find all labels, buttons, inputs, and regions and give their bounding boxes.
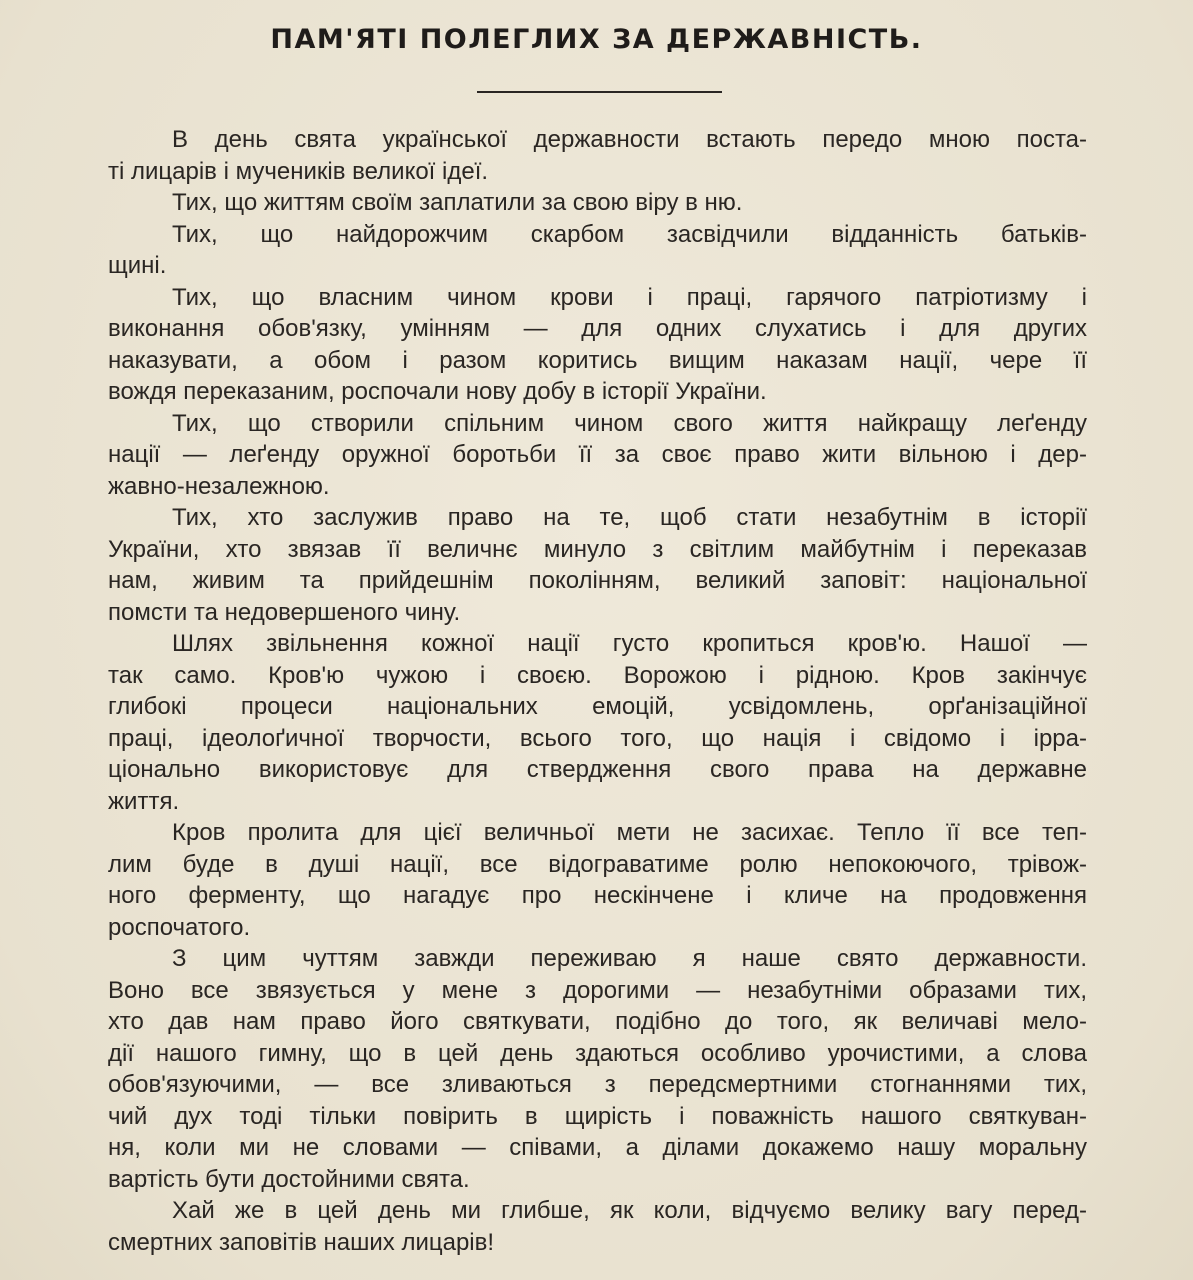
- text-line: Тих, що створили спільним чином свого життя найкращу леґенду: [172, 409, 1087, 437]
- text-line: Тих, що життям своїм заплатили за свою віру в ню.: [172, 189, 743, 216]
- text-line: ті лицарів і мучеників великої ідеї.: [108, 157, 489, 185]
- text-line: життя.: [108, 787, 180, 815]
- text-line: обов'язуючими, — все зливаються з передсмертними стогнаннями тих,: [108, 1071, 1087, 1098]
- title-divider: [477, 91, 722, 93]
- text-line: України, хто звязав її величнє минуло з світлим майбутнім і переказав: [108, 535, 1087, 563]
- text-line: виконання обов'язку, умінням — для одних слухатись і для других: [108, 315, 1087, 342]
- text-line: щині.: [108, 252, 167, 279]
- text-line: роспочатого.: [108, 913, 251, 941]
- article-title: ПАМ'ЯТІ ПОЛЕГЛИХ ЗА ДЕРЖАВНІСТЬ.: [270, 24, 923, 55]
- text-line: нам, живим та прийдешнім поколінням, великий заповіт: національної: [108, 567, 1087, 594]
- text-line: Кров пролита для цієї величньої мети не засихає. Тепло її все теп-: [172, 819, 1087, 846]
- text-line: наказувати, а обом і разом коритись вищим наказам нації, чере її: [108, 346, 1087, 374]
- text-line: дії нашого гимну, що в цей день здаються особливо урочистими, а слова: [108, 1039, 1087, 1067]
- text-line: Тих, що власним чином крови і праці, гарячого патріотизму і: [172, 283, 1087, 311]
- text-line: Хай же в цей день ми глибше, як коли, відчуємо велику вагу перед-: [172, 1197, 1087, 1224]
- text-line: чий дух тоді тільки повірить в щирість і поважність нашого святкуван-: [108, 1102, 1087, 1130]
- text-line: смертних заповітів наших лицарів!: [108, 1228, 495, 1256]
- text-line: Шлях звільнення кожної нації густо кропиться кров'ю. Нашої —: [172, 630, 1087, 657]
- text-line: ного ферменту, що нагадує про нескінчене і кличе на продовження: [108, 882, 1087, 909]
- text-line: Тих, хто заслужив право на те, щоб стати незабутнім в історії: [172, 504, 1087, 531]
- text-line: вождя переказаним, роспочали нову добу в історії України.: [108, 378, 767, 405]
- text-line: праці, ідеолоґичної творчости, всього того, що нація і свідомо і ірра-: [108, 724, 1087, 752]
- text-line: Воно все звязується у мене з дорогими — незабутніми образами тих,: [108, 976, 1087, 1004]
- text-line: так само. Кров'ю чужою і своєю. Ворожою і рідною. Кров закінчує: [108, 661, 1087, 689]
- text-line: вартість бути достойними свята.: [108, 1165, 470, 1193]
- text-line: помсти та недовершеного чину.: [108, 598, 461, 626]
- text-line: лим буде в душі нації, все відограватиме ролю непокоючого, трівож-: [108, 850, 1087, 878]
- text-line: ціонально використовує для ствердження свого права на державне: [108, 756, 1087, 783]
- article-body: [108, 124, 1087, 1258]
- text-line: глибокі процеси національних емоцій, усвідомлень, орґанізаційної: [108, 693, 1087, 720]
- text-line: нації — леґенду оружної боротьби її за своє право жити вільною і дер-: [108, 441, 1087, 468]
- text-line: ня, коли ми не словами — співами, а ділами докажемо нашу моральну: [108, 1134, 1087, 1161]
- text-line: З цим чуттям завжди переживаю я наше свято державности.: [172, 945, 1087, 972]
- text-line: В день свята української державности встають передо мною поста-: [172, 126, 1087, 153]
- text-line: хто дав нам право його святкувати, подібно до того, як величаві мело-: [108, 1008, 1087, 1035]
- text-line: Тих, що найдорожчим скарбом засвідчили відданність батьків-: [172, 220, 1087, 248]
- text-line: жавно-незалежною.: [108, 472, 330, 500]
